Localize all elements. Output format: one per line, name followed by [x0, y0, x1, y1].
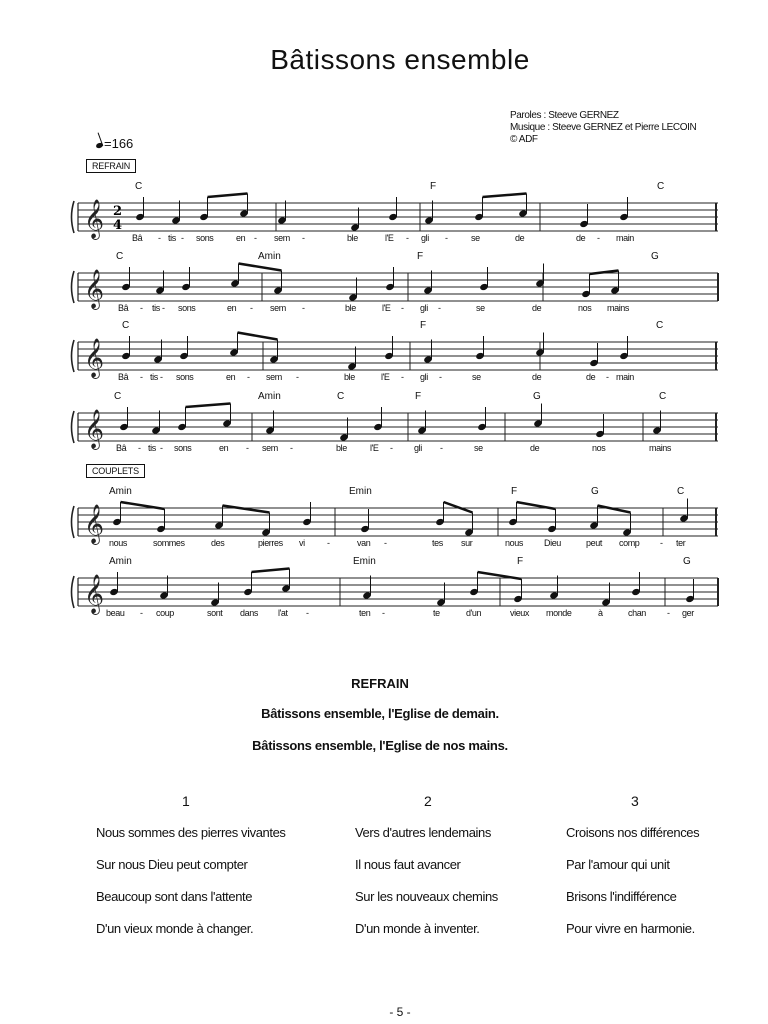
lyric-syllable: -: [290, 443, 293, 453]
lyric-syllable: ger: [682, 608, 694, 618]
chord-symbol: F: [430, 181, 437, 192]
chord-symbol: Emin: [353, 556, 376, 567]
lyric-syllable: l'E: [382, 303, 391, 313]
staff-brace: [72, 201, 75, 233]
chord-symbol: F: [415, 391, 422, 402]
verse-1-line: Sur nous Dieu peut compter: [96, 857, 248, 872]
lyric-syllable: te: [433, 608, 440, 618]
verse-3-line: Croisons nos différences: [566, 825, 700, 840]
lyric-syllable: tis: [150, 372, 158, 382]
staff-brace: [72, 340, 75, 372]
lyric-syllable: -: [160, 372, 163, 382]
lyric-syllable: -: [302, 303, 305, 313]
chord-symbol: C: [116, 251, 124, 262]
lyric-syllable: main: [616, 233, 634, 243]
lyric-syllable: gli: [420, 372, 428, 382]
lyric-syllable: ble: [336, 443, 347, 453]
verse-1-line: Nous sommes des pierres vivantes: [96, 825, 286, 840]
time-signature-bottom: 4: [113, 218, 123, 233]
lyric-syllable: -: [406, 233, 409, 243]
chord-symbol: Amin: [258, 251, 281, 262]
lyric-syllable: Bâ: [118, 303, 129, 313]
verse-2-line: D'un monde à inventer.: [355, 921, 480, 936]
lyric-syllable: main: [616, 372, 634, 382]
couplets-section-label: COUPLETS: [86, 464, 145, 478]
chord-symbol: Amin: [258, 391, 281, 402]
treble-clef-icon: 𝄞: [84, 338, 105, 378]
lyric-syllable: en: [219, 443, 229, 453]
lyric-syllable: -: [439, 372, 442, 382]
lyric-syllable: tes: [432, 538, 443, 548]
lyric-syllable: -: [247, 372, 250, 382]
lyric-syllable: -: [390, 443, 393, 453]
lyric-syllable: nos: [592, 443, 606, 453]
note-beam: [444, 502, 473, 513]
lyric-syllable: -: [306, 608, 309, 618]
chord-symbol: Amin: [109, 486, 132, 497]
verse-3-number: 3: [631, 793, 639, 809]
lyric-syllable: -: [160, 443, 163, 453]
chord-symbol: C: [656, 320, 664, 331]
note-beam: [238, 333, 278, 340]
lyric-syllable: se: [471, 233, 480, 243]
lyric-syllable: -: [302, 233, 305, 243]
refrain-line-2: Bâtissons ensemble, l'Eglise de nos mains.: [252, 738, 508, 753]
lyric-syllable: mains: [649, 443, 672, 453]
lyric-syllable: Bâ: [132, 233, 143, 243]
lyric-syllable: l'E: [381, 372, 390, 382]
lyric-syllable: -: [140, 608, 143, 618]
verse-2-line: Il nous faut avancer: [355, 857, 461, 872]
lyric-syllable: à: [598, 608, 603, 618]
lyric-syllable: -: [162, 303, 165, 313]
lyric-syllable: sons: [176, 372, 194, 382]
lyric-syllable: de: [586, 372, 596, 382]
lyric-syllable: nous: [109, 538, 127, 548]
lyric-syllable: se: [476, 303, 485, 313]
lyric-syllable: se: [474, 443, 483, 453]
lyric-syllable: gli: [414, 443, 422, 453]
refrain-line-1: Bâtissons ensemble, l'Eglise de demain.: [261, 706, 499, 721]
chord-symbol: F: [420, 320, 427, 331]
treble-clef-icon: 𝄞: [84, 574, 105, 614]
lyric-syllable: -: [606, 372, 609, 382]
lyric-syllable: nous: [505, 538, 523, 548]
verse-1-line: D'un vieux monde à changer.: [96, 921, 254, 936]
lyric-syllable: -: [440, 443, 443, 453]
lyric-syllable: Dieu: [544, 538, 561, 548]
chord-symbol: C: [677, 486, 685, 497]
verse-3-line: Brisons l'indifférence: [566, 889, 677, 904]
note-beam: [598, 506, 631, 513]
verse-3-line: Par l'amour qui unit: [566, 857, 670, 872]
credit-music: Musique : Steeve GERNEZ et Pierre LECOIN: [510, 122, 697, 133]
verse-2-number: 2: [424, 793, 432, 809]
lyric-syllable: vieux: [510, 608, 530, 618]
chord-symbol: G: [533, 391, 541, 402]
lyric-syllable: ble: [345, 303, 356, 313]
verse-3-line: Pour vivre en harmonie.: [566, 921, 695, 936]
lyric-syllable: ble: [344, 372, 355, 382]
chord-symbol: G: [651, 251, 659, 262]
lyric-syllable: comp: [619, 538, 640, 548]
lyric-syllable: -: [382, 608, 385, 618]
chord-symbol: F: [517, 556, 524, 567]
page-title: Bâtissons ensemble: [270, 44, 530, 75]
lyric-syllable: sons: [196, 233, 214, 243]
lyric-syllable: nos: [578, 303, 592, 313]
lyric-syllable: -: [667, 608, 670, 618]
note-beam: [208, 194, 248, 198]
chord-symbol: C: [122, 320, 130, 331]
lyric-syllable: en: [227, 303, 237, 313]
lyric-syllable: l'E: [385, 233, 394, 243]
lyric-syllable: de: [532, 303, 542, 313]
lyric-syllable: -: [445, 233, 448, 243]
lyric-syllable: Bâ: [118, 372, 129, 382]
verse-2-line: Vers d'autres lendemains: [355, 825, 491, 840]
lyric-syllable: -: [138, 443, 141, 453]
lyric-syllable: se: [472, 372, 481, 382]
lyric-syllable: ten: [359, 608, 371, 618]
lyric-syllable: -: [181, 233, 184, 243]
lyric-syllable: d'un: [466, 608, 482, 618]
lyric-syllable: -: [660, 538, 663, 548]
lyric-syllable: mains: [607, 303, 630, 313]
staff-brace: [72, 411, 75, 443]
treble-clef-icon: 𝄞: [84, 409, 105, 449]
lyric-syllable: sem: [270, 303, 286, 313]
lyric-syllable: gli: [420, 303, 428, 313]
credit-lyrics: Paroles : Steeve GERNEZ: [510, 110, 619, 121]
lyric-syllable: van: [357, 538, 371, 548]
verse-1-number: 1: [182, 793, 190, 809]
note-beam: [483, 194, 527, 198]
lyric-syllable: pierres: [258, 538, 283, 548]
tempo-value: =166: [104, 136, 134, 151]
chord-symbol: C: [135, 181, 143, 192]
chord-symbol: F: [417, 251, 424, 262]
lyric-syllable: -: [296, 372, 299, 382]
lyric-syllable: tis: [148, 443, 156, 453]
chord-symbol: C: [659, 391, 667, 402]
page-number: - 5 -: [389, 1005, 411, 1019]
lyric-syllable: sont: [207, 608, 223, 618]
lyric-syllable: ble: [347, 233, 358, 243]
lyric-syllable: sommes: [153, 538, 185, 548]
lyric-syllable: ter: [676, 538, 686, 548]
treble-clef-icon: 𝄞: [84, 269, 105, 309]
lyric-syllable: -: [401, 372, 404, 382]
treble-clef-icon: 𝄞: [84, 504, 105, 544]
lyric-syllable: tis: [152, 303, 160, 313]
refrain-heading: REFRAIN: [351, 676, 409, 691]
lyric-syllable: sons: [174, 443, 192, 453]
note-beam: [223, 506, 270, 513]
chord-symbol: C: [657, 181, 665, 192]
lyric-syllable: de: [530, 443, 540, 453]
lyric-syllable: beau: [106, 608, 125, 618]
chord-symbol: G: [591, 486, 599, 497]
lyric-syllable: en: [226, 372, 236, 382]
note-beam: [252, 569, 290, 573]
lyric-syllable: -: [438, 303, 441, 313]
lyric-syllable: sem: [266, 372, 282, 382]
lyric-syllable: -: [250, 303, 253, 313]
lyric-syllable: chan: [628, 608, 646, 618]
chord-symbol: F: [511, 486, 518, 497]
lyric-syllable: coup: [156, 608, 174, 618]
chord-symbol: G: [683, 556, 691, 567]
time-signature-top: 2: [113, 204, 123, 219]
lyric-syllable: Bâ: [116, 443, 127, 453]
lyric-syllable: sur: [461, 538, 473, 548]
lyric-syllable: monde: [546, 608, 572, 618]
lyric-syllable: dans: [240, 608, 258, 618]
lyric-syllable: -: [140, 303, 143, 313]
lyric-syllable: sem: [262, 443, 278, 453]
credit-copyright: © ADF: [510, 134, 538, 145]
lyric-syllable: sons: [178, 303, 196, 313]
verse-2-line: Sur les nouveaux chemins: [355, 889, 498, 904]
lyric-syllable: de: [532, 372, 542, 382]
lyric-syllable: -: [140, 372, 143, 382]
lyric-syllable: -: [246, 443, 249, 453]
staff-brace: [72, 576, 75, 608]
chord-symbol: C: [337, 391, 345, 402]
lyric-syllable: l'E: [370, 443, 379, 453]
lyric-syllable: vi: [299, 538, 305, 548]
lyric-syllable: -: [327, 538, 330, 548]
treble-clef-icon: 𝄞: [84, 199, 105, 239]
lyric-syllable: -: [384, 538, 387, 548]
refrain-section-label: REFRAIN: [86, 159, 136, 173]
lyric-syllable: de: [515, 233, 525, 243]
chord-symbol: C: [114, 391, 122, 402]
chord-symbol: Emin: [349, 486, 372, 497]
lyric-syllable: en: [236, 233, 246, 243]
lyric-syllable: -: [254, 233, 257, 243]
lyric-syllable: gli: [421, 233, 429, 243]
staff-brace: [72, 271, 75, 303]
lyric-syllable: -: [158, 233, 161, 243]
verse-1-line: Beaucoup sont dans l'attente: [96, 889, 253, 904]
chord-symbol: Amin: [109, 556, 132, 567]
lyric-syllable: des: [211, 538, 225, 548]
lyric-syllable: de: [576, 233, 586, 243]
lyric-syllable: l'at: [278, 608, 288, 618]
lyric-syllable: tis: [168, 233, 176, 243]
lyric-syllable: peut: [586, 538, 602, 548]
lyric-syllable: sem: [274, 233, 290, 243]
note-beam: [186, 404, 231, 408]
note-beam: [239, 264, 282, 271]
lyric-syllable: -: [597, 233, 600, 243]
staff-brace: [72, 506, 75, 538]
lyric-syllable: -: [401, 303, 404, 313]
